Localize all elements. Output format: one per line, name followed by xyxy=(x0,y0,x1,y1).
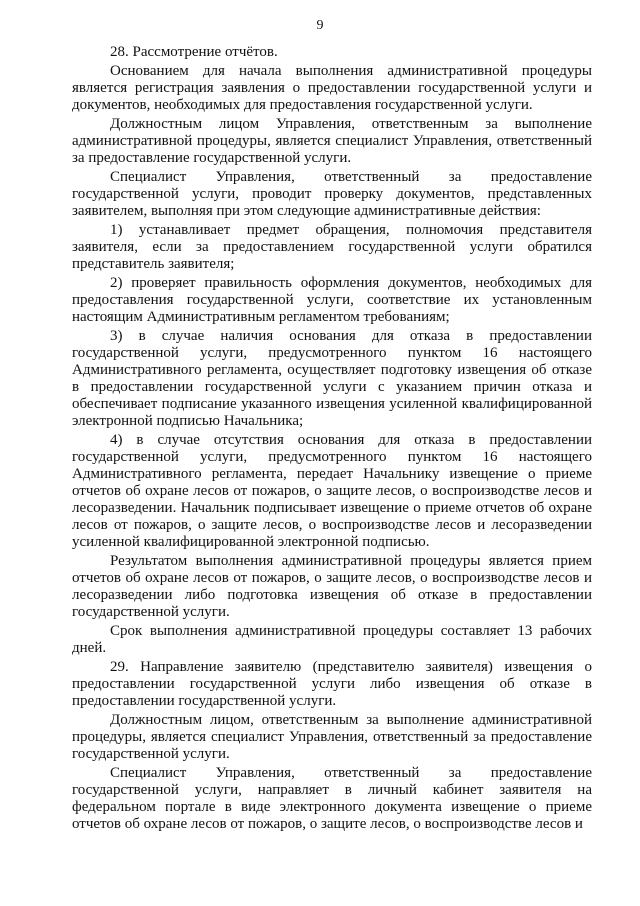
paragraph: Срок выполнения административной процедуры составляет 13 рабочих дней. xyxy=(72,623,592,656)
section-heading-29: 29. Направление заявителю (представителю заявителя) извещения о предоставлении государственной услуги либо извещения об отказе в предоставлении государственной услуги. xyxy=(72,659,592,709)
paragraph: Специалист Управления, ответственный за предоставление государственной услуги, направляет в личный кабинет заявителя на федеральном портале в виде электронного документа извещение о приеме отчетов об охране лесов от пожаров, о защите лесов, о воспроизводстве лесов и xyxy=(72,765,592,832)
document-body xyxy=(72,44,592,835)
list-item: 2) проверяет правильность оформления документов, необходимых для предоставления государственной услуги, соответствие их установленным настоящим Административным регламентом требованиям; xyxy=(72,275,592,325)
paragraph: Должностным лицом, ответственным за выполнение административной процедуры, является специалист Управления, ответственный за предоставление государственной услуги. xyxy=(72,712,592,762)
paragraph: Специалист Управления, ответственный за предоставление государственной услуги, проводит проверку документов, представленных заявителем, выполняя при этом следующие административные действия: xyxy=(72,169,592,219)
list-item: 4) в случае отсутствия основания для отказа в предоставлении государственной услуги, предусмотренного пунктом 16 настоящего Административного регламента, передает Начальнику извещение о приеме отчетов об охране лесов от пожаров, о защите лесов, о воспроизводстве лесов и лесоразведении. Начальник подписывает извещение о приеме отчетов об охране лесов от пожаров, о защите лесов, о воспроизводстве лесов и лесоразведении усиленной квалифицированной электронной подписью. xyxy=(72,432,592,550)
page-number: 9 xyxy=(316,18,324,33)
paragraph: Результатом выполнения административной процедуры является прием отчетов об охране лесов от пожаров, о защите лесов, о воспроизводстве лесов и лесоразведении либо подготовка извещения об отказе в предоставлении государственной услуги. xyxy=(72,553,592,620)
list-item: 3) в случае наличия основания для отказа в предоставлении государственной услуги, предусмотренного пунктом 16 настоящего Административного регламента, осуществляет подготовку извещения об отказе в предоставлении государственной услуги с указанием причин отказа и обеспечивает подписание указанного извещения усиленной квалифицированной электронной подписью Начальника; xyxy=(72,328,592,429)
paragraph: Должностным лицом Управления, ответственным за выполнение административной процедуры, является специалист Управления, ответственный за предоставление государственной услуги. xyxy=(72,116,592,166)
list-item: 1) устанавливает предмет обращения, полномочия представителя заявителя, если за предоставлением государственной услуги обратился представитель заявителя; xyxy=(72,222,592,272)
section-heading-28: 28. Рассмотрение отчётов. xyxy=(110,44,278,60)
paragraph: Основанием для начала выполнения административной процедуры является регистрация заявления о предоставлении государственной услуги и документов, необходимых для предоставления государственной услуги. xyxy=(72,63,592,113)
